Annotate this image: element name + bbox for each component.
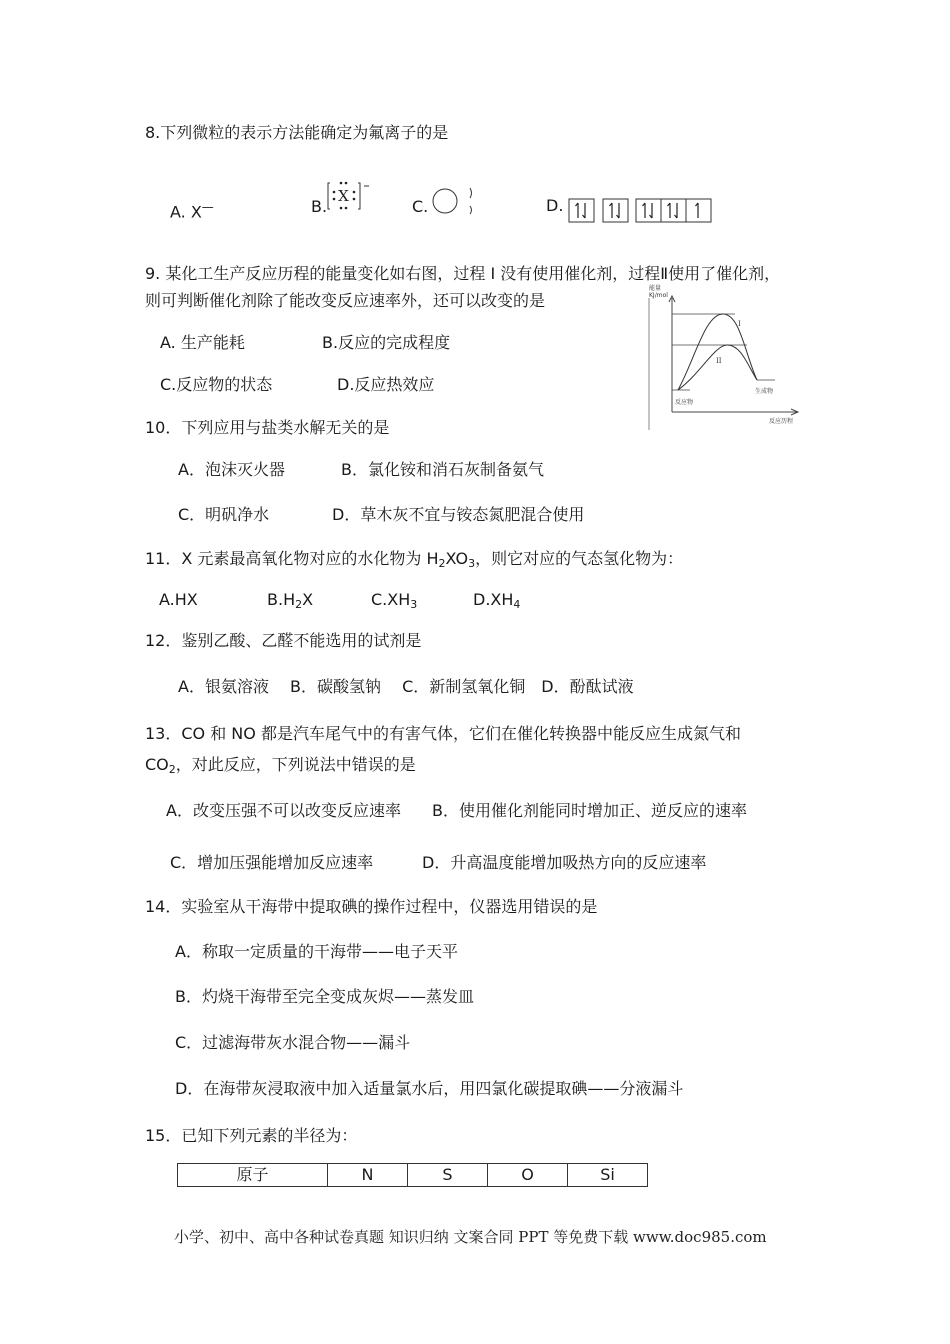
q9-option-c: C.反应物的状态	[160, 375, 273, 394]
energy-axis-unit: KJ/mol	[649, 292, 668, 299]
table-row	[178, 1164, 648, 1187]
q8-stem: 8.下列微粒的表示方法能确定为氟离子的是	[145, 123, 449, 142]
q13-option-c: C．增加压强能增加反应速率	[170, 853, 374, 872]
q8-option-c-label: C.	[412, 197, 429, 216]
q8-option-d-label: D.	[546, 196, 564, 215]
table-header-cell: N	[328, 1164, 408, 1187]
q13-stem-line2: $CO_2$，对此反应，下列说法中错误的是	[145, 755, 416, 776]
q11-option-d: $D.XH_4$	[473, 590, 521, 611]
q11-option-b: $B.H_2X$	[267, 590, 314, 611]
q8-option-a: A. X—	[170, 200, 214, 222]
q11-stem: 11．X 元素最高氧化物对应的水化物为 $H_2XO_3$，则它对应的气态氢化物为：	[145, 549, 684, 570]
q14-option-b: B．灼烧干海带至完全变成灰烬——蒸发皿	[175, 987, 474, 1006]
page-footer: 小学、初中、高中各种试卷真题 知识归纳 文案合同 PPT 等免费下载 www.doc985.com	[174, 1228, 767, 1246]
q10-option-a: A．泡沫灭火器	[178, 460, 285, 479]
q11-option-c: $C.XH_3$	[371, 590, 418, 611]
q14-stem: 14．实验室从干海带中提取碘的操作过程中，仪器选用错误的是	[145, 897, 598, 916]
q9-option-b: B.反应的完成程度	[322, 333, 451, 352]
q12-options: A．银氨溶液 B．碳酸氢钠 C．新制氢氧化铜 D．酚酞试液	[178, 677, 634, 696]
product-label: 生成物	[755, 388, 774, 395]
curve-ii-label: II	[716, 357, 722, 365]
table-header-cell: 原子	[178, 1164, 328, 1187]
table-header-cell: S	[408, 1164, 488, 1187]
q9-option-a: A. 生产能耗	[160, 333, 245, 352]
reactant-label: 反应物	[675, 399, 694, 406]
curve-i	[678, 314, 757, 390]
q14-option-a: A．称取一定质量的干海带——电子天平	[175, 942, 458, 961]
q14-option-d: D．在海带灰浸取液中加入适量氯水后，用四氯化碳提取碘——分液漏斗	[175, 1079, 684, 1098]
q10-option-c: C．明矾净水	[178, 505, 270, 524]
q13-option-a: A．改变压强不可以改变反应速率	[166, 801, 401, 820]
q13-option-b: B．使用催化剂能同时增加正、逆反应的速率	[432, 801, 747, 820]
table-header-cell: O	[488, 1164, 568, 1187]
q11-option-a: A.HX	[159, 590, 198, 609]
q8-option-b-lewis-structure	[325, 180, 375, 212]
q8-option-b-label: B.	[311, 197, 328, 216]
q8-option-d-orbital-diagram	[568, 198, 713, 224]
q10-option-b: B．氯化铵和消石灰制备氨气	[341, 460, 544, 479]
q13-option-d: D．升高温度能增加吸热方向的反应速率	[422, 853, 707, 872]
q15-radius-table	[177, 1163, 648, 1187]
q12-stem: 12．鉴别乙酸、乙醛不能选用的试剂是	[145, 631, 422, 650]
q13-stem-line1: 13．CO 和 NO 都是汽车尾气中的有害气体，它们在催化转换器中能反应生成氮气和	[145, 724, 741, 743]
q9-stem-line2: 则可判断催化剂除了能改变反应速率外，还可以改变的是	[145, 291, 546, 310]
q10-option-d: D．草木灰不宜与铵态氮肥混合使用	[332, 505, 585, 524]
q15-stem: 15．已知下列元素的半径为：	[145, 1126, 358, 1145]
q8-option-c-atom-diagram	[430, 186, 480, 218]
q9-stem-line1: 9. 某化工生产反应历程的能量变化如右图，过程 I 没有使用催化剂，过程Ⅱ使用了催化剂，	[145, 264, 781, 283]
q10-stem: 10．下列应用与盐类水解无关的是	[145, 418, 390, 437]
table-header-cell: Si	[568, 1164, 648, 1187]
q9-energy-diagram	[645, 284, 805, 434]
curve-ii	[678, 345, 757, 390]
energy-axis-label: 能量	[649, 285, 662, 292]
q9-option-d: D.反应热效应	[337, 375, 435, 394]
curve-i-label: I	[738, 320, 741, 328]
q14-option-c: C．过滤海带灰水混合物——漏斗	[175, 1033, 411, 1052]
reaction-coordinate-label: 反应历程	[769, 418, 794, 425]
q8-lewis-symbol: X	[338, 187, 349, 205]
